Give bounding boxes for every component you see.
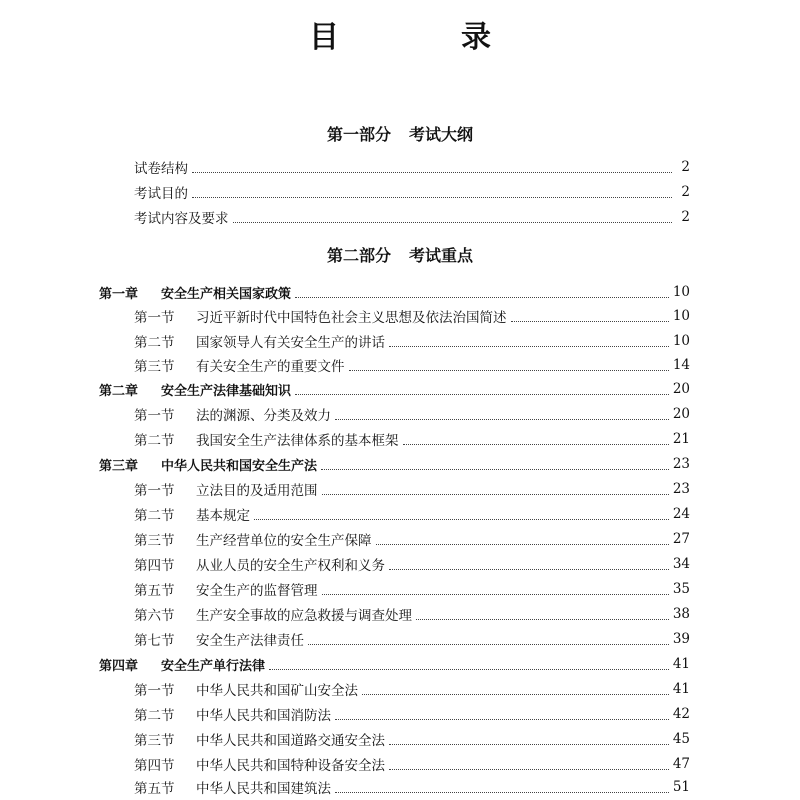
section-title: 习近平新时代中国特色社会主义思想及依法治国简述 — [196, 310, 507, 326]
section-title: 安全生产的监督管理 — [196, 583, 318, 599]
chapter-page: 41 — [672, 656, 690, 672]
section-number: 第二节 — [134, 708, 175, 724]
section-number: 第四节 — [134, 558, 175, 574]
section-title: 中华人民共和国消防法 — [196, 708, 331, 724]
section-page: 10 — [672, 333, 690, 349]
section-title: 我国安全生产法律体系的基本框架 — [196, 433, 399, 449]
section-entry[interactable] — [134, 579, 690, 599]
dot-leader — [389, 569, 669, 570]
section-number: 第三节 — [134, 733, 175, 749]
section-number: 第五节 — [134, 781, 175, 797]
section-number: 第二节 — [134, 335, 175, 351]
dot-leader — [322, 594, 669, 595]
chapter-number: 第二章 — [99, 383, 139, 399]
section-entry[interactable] — [134, 355, 690, 375]
section-entry[interactable] — [134, 754, 690, 774]
section-entry[interactable] — [134, 331, 690, 351]
section-number: 第二节 — [134, 508, 175, 524]
section-page: 24 — [672, 506, 690, 522]
part2-heading — [0, 243, 800, 266]
section-page: 42 — [672, 706, 690, 722]
toc-entry[interactable] — [134, 182, 690, 202]
section-number: 第三节 — [134, 533, 175, 549]
chapter-page: 20 — [672, 381, 690, 397]
part1-heading — [0, 122, 800, 145]
dot-leader — [389, 744, 669, 745]
section-number: 第七节 — [134, 633, 175, 649]
chapter-page: 10 — [672, 284, 690, 300]
dot-leader — [192, 172, 672, 173]
entry-title: 考试内容及要求 — [134, 211, 229, 227]
dot-leader — [403, 444, 669, 445]
section-entry[interactable] — [134, 554, 690, 574]
section-title: 从业人员的安全生产权利和义务 — [196, 558, 385, 574]
section-entry[interactable] — [134, 629, 690, 649]
dot-leader — [416, 619, 669, 620]
section-entry[interactable] — [134, 306, 690, 326]
section-title: 中华人民共和国矿山安全法 — [196, 683, 358, 699]
entry-title: 考试目的 — [134, 186, 188, 202]
dot-leader — [295, 394, 669, 395]
section-number: 第一节 — [134, 408, 175, 424]
section-entry[interactable] — [134, 704, 690, 724]
chapter-number: 第三章 — [99, 458, 139, 474]
section-number: 第三节 — [134, 359, 175, 375]
section-entry[interactable] — [134, 604, 690, 624]
section-page: 47 — [672, 756, 690, 772]
chapter-title: 中华人民共和国安全生产法 — [161, 458, 318, 474]
section-title: 中华人民共和国建筑法 — [196, 781, 331, 797]
part1-name: 考试大纲 — [409, 125, 474, 144]
dot-leader — [308, 644, 669, 645]
section-number: 第一节 — [134, 483, 175, 499]
section-number: 第一节 — [134, 310, 175, 326]
section-entry[interactable] — [134, 529, 690, 549]
section-entry[interactable] — [134, 729, 690, 749]
section-page: 38 — [672, 606, 690, 622]
dot-leader — [349, 370, 669, 371]
section-title: 安全生产法律责任 — [196, 633, 304, 649]
entry-page: 2 — [681, 184, 690, 200]
section-title: 生产安全事故的应急救援与调查处理 — [196, 608, 412, 624]
section-page: 27 — [672, 531, 690, 547]
chapter-title: 安全生产法律基础知识 — [161, 383, 292, 399]
section-title: 国家领导人有关安全生产的讲话 — [196, 335, 385, 351]
part2-name: 考试重点 — [409, 246, 474, 265]
dot-leader — [362, 694, 669, 695]
dot-leader — [335, 792, 669, 793]
chapter-title: 安全生产单行法律 — [161, 658, 266, 674]
dot-leader — [389, 769, 669, 770]
section-entry[interactable] — [134, 504, 690, 524]
section-page: 14 — [672, 357, 690, 373]
chapter-page: 23 — [672, 456, 690, 472]
dot-leader — [511, 321, 669, 322]
chapter-entry[interactable] — [99, 654, 690, 674]
chapter-entry[interactable] — [99, 282, 690, 302]
part1-label: 第一部分 — [326, 125, 391, 144]
section-entry[interactable] — [134, 479, 690, 499]
dot-leader — [269, 669, 669, 670]
section-page: 45 — [672, 731, 690, 747]
entry-page: 2 — [681, 209, 690, 225]
section-entry[interactable] — [134, 679, 690, 699]
section-page: 10 — [672, 308, 690, 324]
section-title: 基本规定 — [196, 508, 250, 524]
part2-label: 第二部分 — [326, 246, 391, 265]
toc-entry[interactable] — [134, 207, 690, 227]
chapter-entry[interactable] — [99, 379, 690, 399]
section-title: 生产经营单位的安全生产保障 — [196, 533, 372, 549]
section-title: 中华人民共和国道路交通安全法 — [196, 733, 385, 749]
toc-entry[interactable] — [134, 157, 690, 177]
section-page: 23 — [672, 481, 690, 497]
dot-leader — [335, 419, 669, 420]
section-number: 第四节 — [134, 758, 175, 774]
section-title: 有关安全生产的重要文件 — [196, 359, 345, 375]
section-number: 第六节 — [134, 608, 175, 624]
section-entry[interactable] — [134, 404, 690, 424]
dot-leader — [192, 197, 672, 198]
dot-leader — [295, 297, 669, 298]
section-title: 法的渊源、分类及效力 — [196, 408, 331, 424]
section-page: 35 — [672, 581, 690, 597]
section-page: 51 — [672, 779, 690, 795]
section-page: 34 — [672, 556, 690, 572]
dot-leader — [322, 494, 669, 495]
page-title: 目 录 — [309, 20, 537, 55]
section-page: 21 — [672, 431, 690, 447]
entry-title: 试卷结构 — [134, 161, 188, 177]
section-page: 39 — [672, 631, 690, 647]
dot-leader — [335, 719, 669, 720]
chapter-number: 第一章 — [99, 286, 139, 302]
chapter-entry[interactable] — [99, 454, 690, 474]
section-page: 20 — [672, 406, 690, 422]
section-entry[interactable] — [134, 777, 690, 797]
dot-leader — [233, 222, 673, 223]
dot-leader — [321, 469, 669, 470]
dot-leader — [254, 519, 669, 520]
section-title: 中华人民共和国特种设备安全法 — [196, 758, 385, 774]
section-number: 第五节 — [134, 583, 175, 599]
dot-leader — [389, 346, 669, 347]
section-entry[interactable] — [134, 429, 690, 449]
section-page: 41 — [672, 681, 690, 697]
chapter-number: 第四章 — [99, 658, 139, 674]
section-number: 第二节 — [134, 433, 175, 449]
section-title: 立法目的及适用范围 — [196, 483, 318, 499]
entry-page: 2 — [681, 159, 690, 175]
chapter-title: 安全生产相关国家政策 — [161, 286, 292, 302]
dot-leader — [376, 544, 669, 545]
section-number: 第一节 — [134, 683, 175, 699]
